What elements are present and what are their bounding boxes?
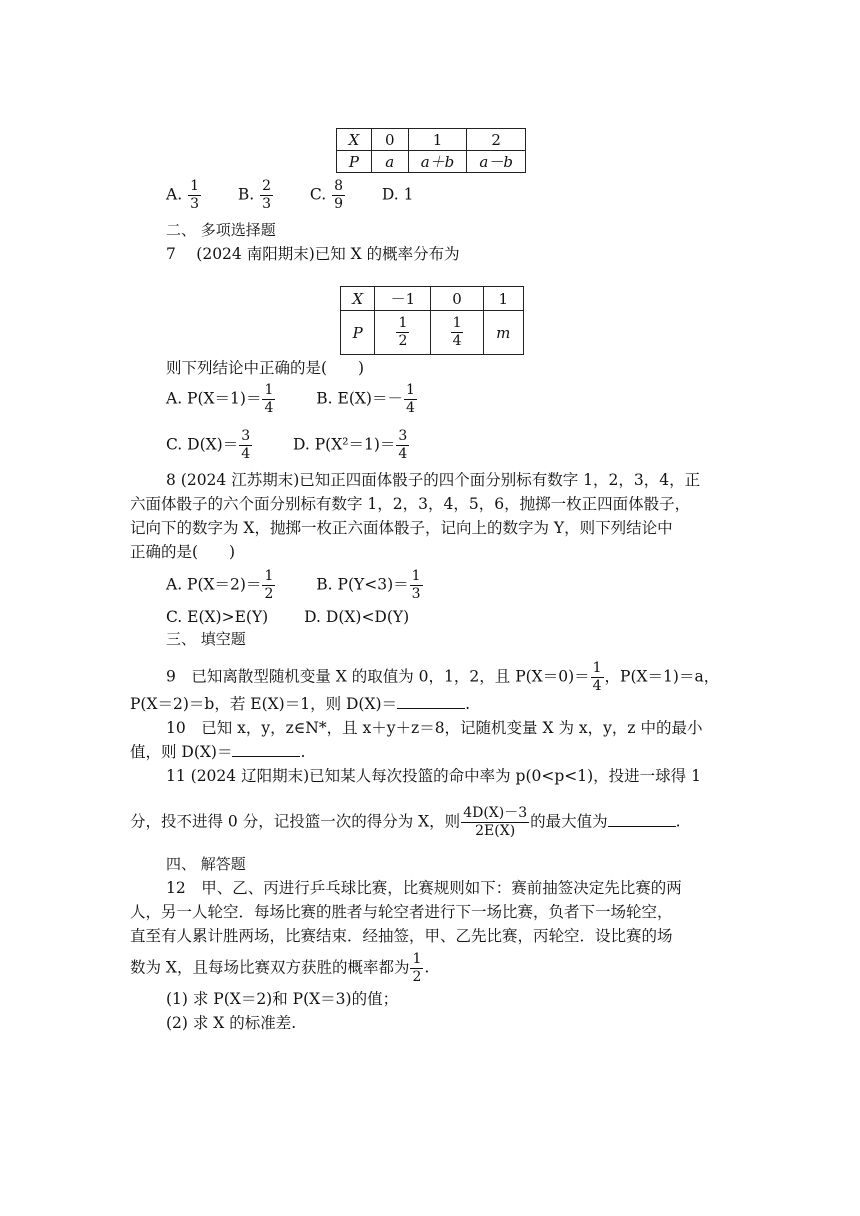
q7-options-cd xyxy=(166,428,410,463)
answer-blank[interactable] xyxy=(232,742,300,757)
table-cell: 2 xyxy=(467,129,526,151)
table-cell xyxy=(431,311,483,355)
q8-line-2: 六面体骰子的六个面分别标有数字 1，2，3，4，5，6，抛掷一枚正四面体骰子， xyxy=(130,495,691,513)
q12-sub-1: (1) 求 P(X＝2)和 P(X＝3)的值； xyxy=(166,990,399,1008)
section-heading-multiple-choice: 二、 多项选择题 xyxy=(166,221,276,239)
table-cell: 1 xyxy=(483,287,523,311)
q12-line-1: 12 甲、乙、丙进行乒乓球比赛，比赛规则如下：赛前抽签决定先比赛的两 xyxy=(166,879,682,897)
table-cell: 0 xyxy=(371,129,408,151)
q8-line-1: 8 (2024 江苏期末)已知正四面体骰子的四个面分别标有数字 1，2，3，4，正 xyxy=(166,471,701,489)
q11-line-1: 11 (2024 辽阳期末)已知某人每次投篮的命中率为 p(0<p<1)，投进一球得 1 xyxy=(166,767,701,785)
option-a-label: A. xyxy=(166,185,183,204)
fraction: $\frac{1}{2}$ xyxy=(398,315,408,349)
distribution-table-q7 xyxy=(340,286,524,355)
table-row xyxy=(341,311,524,355)
q9-line-2-tail: . xyxy=(465,695,470,713)
q12-line-4 xyxy=(130,951,429,986)
table-cell: a xyxy=(371,151,408,173)
option-b-label: B. xyxy=(237,185,255,204)
table-cell: P xyxy=(337,151,372,173)
option-b-text: B. P(Y<3)＝ xyxy=(316,575,409,594)
answer-blank[interactable] xyxy=(608,812,676,827)
q9-line-1-tail: ，P(X＝1)＝a， xyxy=(604,667,720,686)
q11-line-2-tail: . xyxy=(675,812,681,831)
section-heading-solutions: 四、 解答题 xyxy=(166,855,246,873)
table-cell: X xyxy=(337,129,372,151)
q11-line-2-mid: 的最大值为 xyxy=(530,812,608,831)
q8-line-3: 记向下的数字为 X，抛掷一枚正六面体骰子，记向上的数字为 Y，则下列结论中 xyxy=(130,519,673,537)
q9-line-1-text: 9 已知离散型随机变量 X 的取值为 0，1，2，且 P(X＝0)＝ xyxy=(166,667,590,686)
q7-prompt: 则下列结论中正确的是( ) xyxy=(166,359,365,377)
option-a-text: A. P(X＝1)＝ xyxy=(166,389,262,408)
table-cell: a＋b xyxy=(408,151,467,173)
option-c-fraction: $\frac{3}{4}$ xyxy=(241,428,251,462)
option-b-fraction: $\frac{1}{3}$ xyxy=(411,568,421,602)
option-a-fraction: $\frac{1}{2}$ xyxy=(264,568,274,602)
option-b-text: B. E(X)＝－ xyxy=(316,389,403,408)
option-d: D. 1 xyxy=(381,185,414,204)
q10-line-2-tail: . xyxy=(300,743,306,761)
q11-line-2-text: 分，投不进得 0 分，记投篮一次的得分为 X，则 xyxy=(130,812,461,831)
option-c-fraction: $\frac{8}{9}$ xyxy=(334,178,344,212)
table-cell: m xyxy=(483,311,523,355)
option-a-text: A. P(X＝2)＝ xyxy=(166,575,262,594)
table-row xyxy=(337,151,526,173)
option-d-text: D. P(X²＝1)＝ xyxy=(293,435,396,454)
table-cell: X xyxy=(341,287,375,311)
q8-options-cd: C. E(X)>E(Y) D. D(X)<D(Y) xyxy=(166,608,410,626)
q9-line-2 xyxy=(130,693,470,715)
option-d-fraction: $\frac{3}{4}$ xyxy=(398,428,408,462)
q7-options-ab xyxy=(166,382,418,417)
q12-line-2: 人，另一人轮空．每场比赛的胜者与轮空者进行下一场比赛，负者下一场轮空， xyxy=(130,903,673,921)
q8-options-ab xyxy=(166,568,424,603)
distribution-table-q6 xyxy=(336,128,526,173)
table-cell xyxy=(375,311,431,355)
q8-line-4: 正确的是( ) xyxy=(130,543,236,561)
q11-fraction: $\frac{4D(X)-3}{2E(X)}$ xyxy=(463,805,528,839)
answer-blank[interactable] xyxy=(397,694,465,709)
q12-line-4-tail: . xyxy=(424,958,430,977)
option-b-fraction: $\frac{1}{4}$ xyxy=(405,382,415,416)
fraction: $\frac{1}{4}$ xyxy=(452,315,462,349)
q10-line-1: 10 已知 x，y，z∈N*，且 x＋y＋z＝8，记随机变量 X 为 x，y，z 中的最小 xyxy=(166,719,703,737)
q9-fraction: $\frac{1}{4}$ xyxy=(592,660,602,694)
q9-line-2-text: P(X＝2)＝b，若 E(X)＝1，则 D(X)＝ xyxy=(130,695,398,713)
q12-sub-2: (2) 求 X 的标准差. xyxy=(166,1014,297,1032)
q6-options xyxy=(166,178,413,213)
q9-line-1 xyxy=(166,660,719,695)
option-a-fraction: $\frac{1}{4}$ xyxy=(264,382,274,416)
table-row xyxy=(337,129,526,151)
table-cell: P xyxy=(341,311,375,355)
table-cell: －1 xyxy=(375,287,431,311)
q10-line-2 xyxy=(130,741,305,763)
q12-fraction: $\frac{1}{2}$ xyxy=(412,951,422,985)
q11-line-2 xyxy=(130,805,681,840)
option-a-fraction: $\frac{1}{3}$ xyxy=(190,178,199,212)
q10-line-2-text: 值，则 D(X)＝ xyxy=(130,743,233,761)
table-cell: 0 xyxy=(431,287,483,311)
option-b-fraction: $\frac{2}{3}$ xyxy=(262,178,272,212)
q12-line-4-text: 数为 X，且每场比赛双方获胜的概率都为 xyxy=(130,958,410,977)
q7-stem: 7 (2024 南阳期末)已知 X 的概率分布为 xyxy=(166,245,460,263)
table-cell: 1 xyxy=(408,129,467,151)
table-cell: a－b xyxy=(467,151,526,173)
q12-line-3: 直至有人累计胜两场，比赛结束．经抽签，甲、乙先比赛，丙轮空．设比赛的场 xyxy=(130,927,673,945)
table-row xyxy=(341,287,524,311)
option-c-text: C. D(X)＝ xyxy=(166,435,239,454)
section-heading-fill-in: 三、 填空题 xyxy=(166,630,246,648)
option-c-label: C. xyxy=(309,185,327,204)
